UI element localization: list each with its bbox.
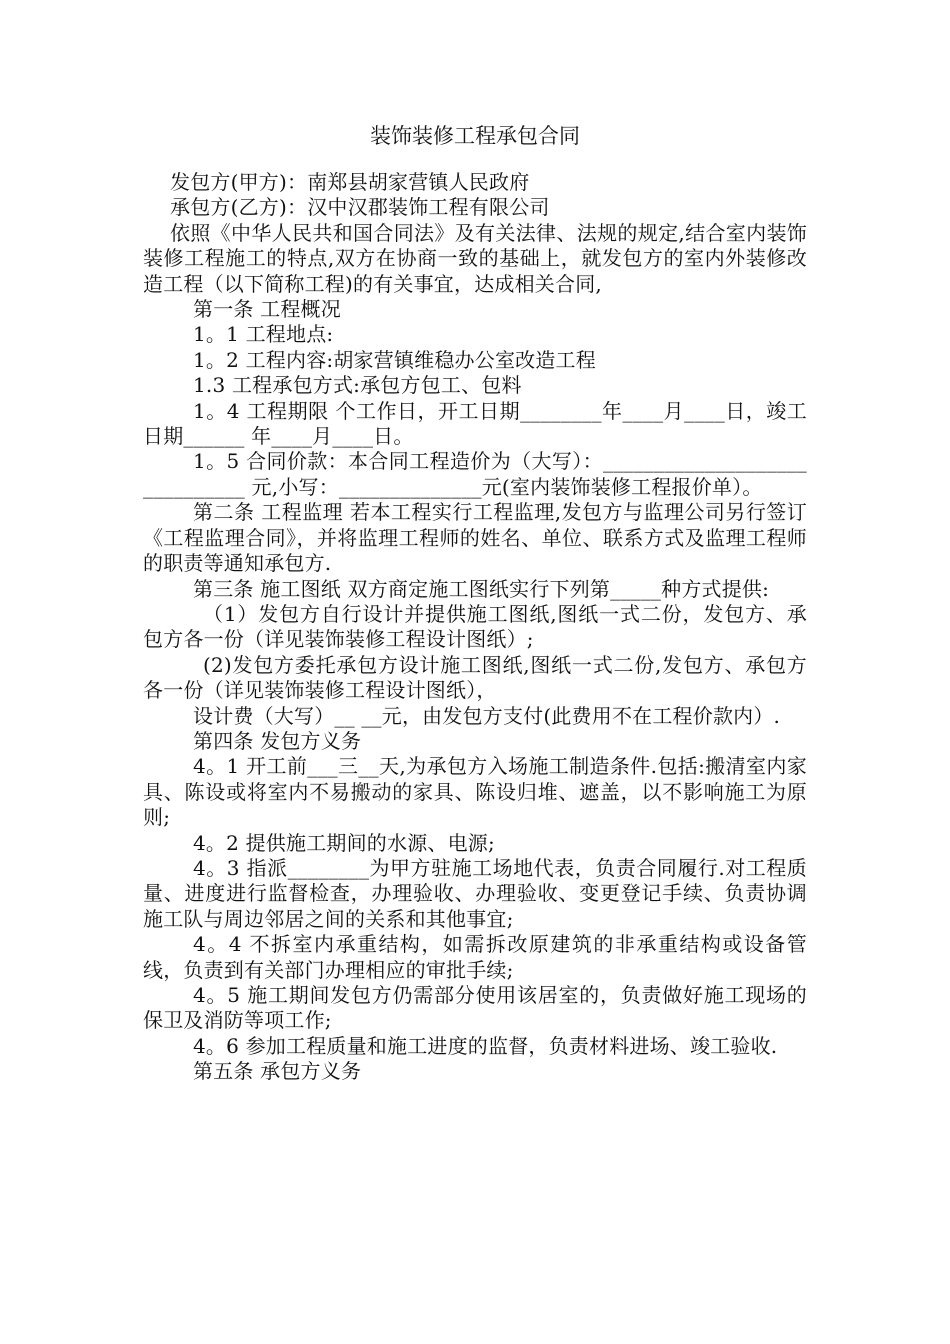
article-3-option-1: （1）发包方自行设计并提供施工图纸,图纸一式二份，发包方、承包方各一份（详见装饰装修工程设计图纸）; xyxy=(143,601,807,652)
article-4-heading: 第四条 发包方义务 xyxy=(193,728,362,753)
clause-4-6: 4。6 参加工程质量和施工进度的监督，负责材料进场、竣工验收. xyxy=(193,1033,778,1058)
clause-4-4: 4。4 不拆室内承重结构，如需拆改原建筑的非承重结构或设备管线，负责到有关部门办理相应的审批手续; xyxy=(143,932,807,982)
clause-4-5: 4。5 施工期间发包方仍需部分使用该居室的，负责做好施工现场的保卫及消防等项工作; xyxy=(143,983,807,1033)
document-title: 装饰装修工程承包合同 xyxy=(370,124,580,148)
clause-1-2: 1。2 工程内容:胡家营镇维稳办公室改造工程 xyxy=(193,347,596,372)
clause-1-4: 1。4 工程期限 个工作日，开工日期________年____月____日，竣工日期______ 年____月____日。 xyxy=(143,398,807,449)
article-5-heading: 第五条 承包方义务 xyxy=(193,1059,362,1084)
article-3-option-2: (2)发包方委托承包方设计施工图纸,图纸一式二份,发包方、承包方各一份（详见装饰装修工程设计图纸）， xyxy=(143,652,807,703)
clause-1-5: 1。5 合同价款：本合同工程造价为（大写）：______________________________ 元,小写：______________元(室内装饰装修工程报价单）。 xyxy=(143,449,807,499)
preamble-paragraph: 依照《中华人民共和国合同法》及有关法律、法规的规定,结合室内装饰装修工程施工的特点,双方在协商一致的基础上，就发包方的室内外装修改造工程（以下简称工程)的有关事宜，达成相关合同, xyxy=(143,220,807,296)
party-a-line: 发包方(甲方)：南郑县胡家营镇人民政府 xyxy=(170,170,530,194)
article-1-heading: 第一条 工程概况 xyxy=(193,297,341,322)
document-page xyxy=(143,118,807,1085)
party-b-line: 承包方(乙方)：汉中汉郡装饰工程有限公司 xyxy=(170,195,550,220)
article-2-paragraph: 第二条 工程监理 若本工程实行工程监理,发包方与监理公司另行签订《工程监理合同》，并将监理工程师的姓名、单位、联系方式及监理工程师的职责等通知承包方. xyxy=(143,500,807,576)
clause-4-2: 4。2 提供施工期间的水源、电源; xyxy=(193,830,495,855)
design-fee-line: 设计费（大写）__ __元，由发包方支付(此费用不在工程价款内）. xyxy=(193,703,781,728)
article-3-paragraph: 第三条 施工图纸 双方商定施工图纸实行下列第_____种方式提供: xyxy=(193,576,770,601)
clause-1-3: 1.3 工程承包方式:承包方包工、包料 xyxy=(193,373,522,398)
clause-4-3: 4。3 指派________为甲方驻施工场地代表，负责合同履行.对工程质量、进度进行监督检查，办理验收、办理验收、变更登记手续、负责协调施工队与周边邻居之间的关系和其他事宜; xyxy=(143,855,807,931)
clause-1-1: 1。1 工程地点: xyxy=(193,322,334,347)
clause-4-1: 4。1 开工前___三__天,为承包方入场施工制造条件.包括:搬清室内家具、陈设或将室内不易搬动的家具、陈设归堆、遮盖，以不影响施工为原则; xyxy=(143,754,807,830)
